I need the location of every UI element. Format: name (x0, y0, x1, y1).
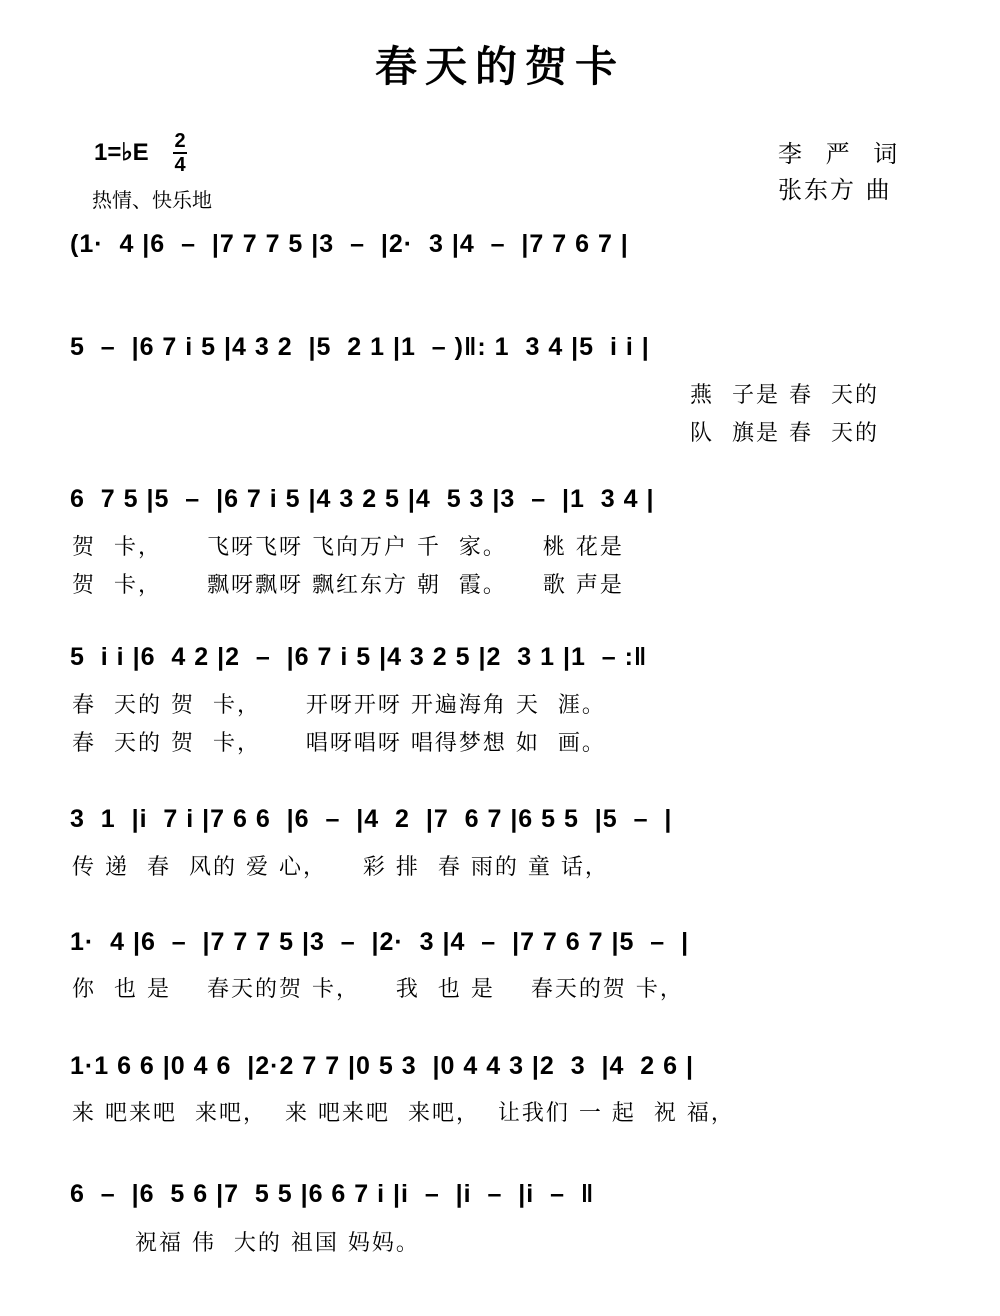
lyric-line-5: 传 递 春 风的 爱 心， 彩 排 春 雨的 童 话， (72, 855, 609, 880)
tempo-marking: 热情、快乐地 (92, 190, 212, 212)
staff-line-5: 3 1 |i 7 i |7 6 6 |6 – |4 2 |7 6 7 |6 5 5 |5 – | (70, 805, 673, 833)
song-title: 春天的贺卡 (374, 42, 625, 91)
lyric-line-6: 你 也 是 春天的贺 卡， 我 也 是 春天的贺 卡， (72, 977, 684, 1002)
time-signature-bottom: 4 (174, 154, 186, 176)
lyric-line-2-verse-2: 队 旗是 春 天的 (690, 421, 879, 446)
staff-line-6: 1· 4 |6 – |7 7 7 5 |3 – |2· 3 |4 – |7 7 6 7 |5 – | (70, 928, 690, 956)
staff-line-3: 6 7 5 |5 – |6 7 i 5 |4 3 2 5 |4 5 3 |3 – |1 3 4 | (70, 485, 655, 513)
lyric-line-2-verse-1: 燕 子是 春 天的 (690, 383, 879, 408)
key-signature: 1=♭E (94, 139, 149, 166)
lyric-line-8: 祝福 伟 大的 祖国 妈妈。 (72, 1231, 420, 1256)
lyric-line-4-verse-2: 春 天的 贺 卡， 唱呀唱呀 唱得梦想 如 画。 (72, 731, 606, 756)
staff-line-7: 1·1 6 6 |0 4 6 |2·2 7 7 |0 5 3 |0 4 4 3 |2 3 |4 2 6 | (70, 1052, 694, 1080)
staff-line-1: (1· 4 |6 – |7 7 7 5 |3 – |2· 3 |4 – |7 7 6 7 | (70, 230, 629, 258)
staff-line-8: 6 – |6 5 6 |7 5 5 |6 6 7 i |i – |i – |i – ‖ (70, 1180, 595, 1208)
lyric-line-3-verse-1: 贺 卡， 飞呀飞呀 飞向万户 千 家。 桃 花是 (72, 535, 624, 560)
lyricist-credit: 李 严 词 (778, 140, 906, 168)
composer-credit: 张东方 曲 (778, 176, 892, 204)
staff-line-2: 5 – |6 7 i 5 |4 3 2 |5 2 1 |1 – )‖: 1 3 4 |5 i i | (70, 333, 650, 361)
staff-line-4: 5 i i |6 4 2 |2 – |6 7 i 5 |4 3 2 5 |2 3 1 |1 – :‖ (70, 643, 648, 671)
lyric-line-7: 来 吧来吧 来吧， 来 吧来吧 来吧， 让我们 一 起 祝 福， (72, 1101, 735, 1126)
lyric-line-4-verse-1: 春 天的 贺 卡， 开呀开呀 开遍海角 天 涯。 (72, 693, 606, 718)
time-signature-top: 2 (174, 130, 186, 152)
lyric-line-3-verse-2: 贺 卡， 飘呀飘呀 飘红东方 朝 霞。 歌 声是 (72, 573, 624, 598)
time-signature (168, 130, 192, 176)
